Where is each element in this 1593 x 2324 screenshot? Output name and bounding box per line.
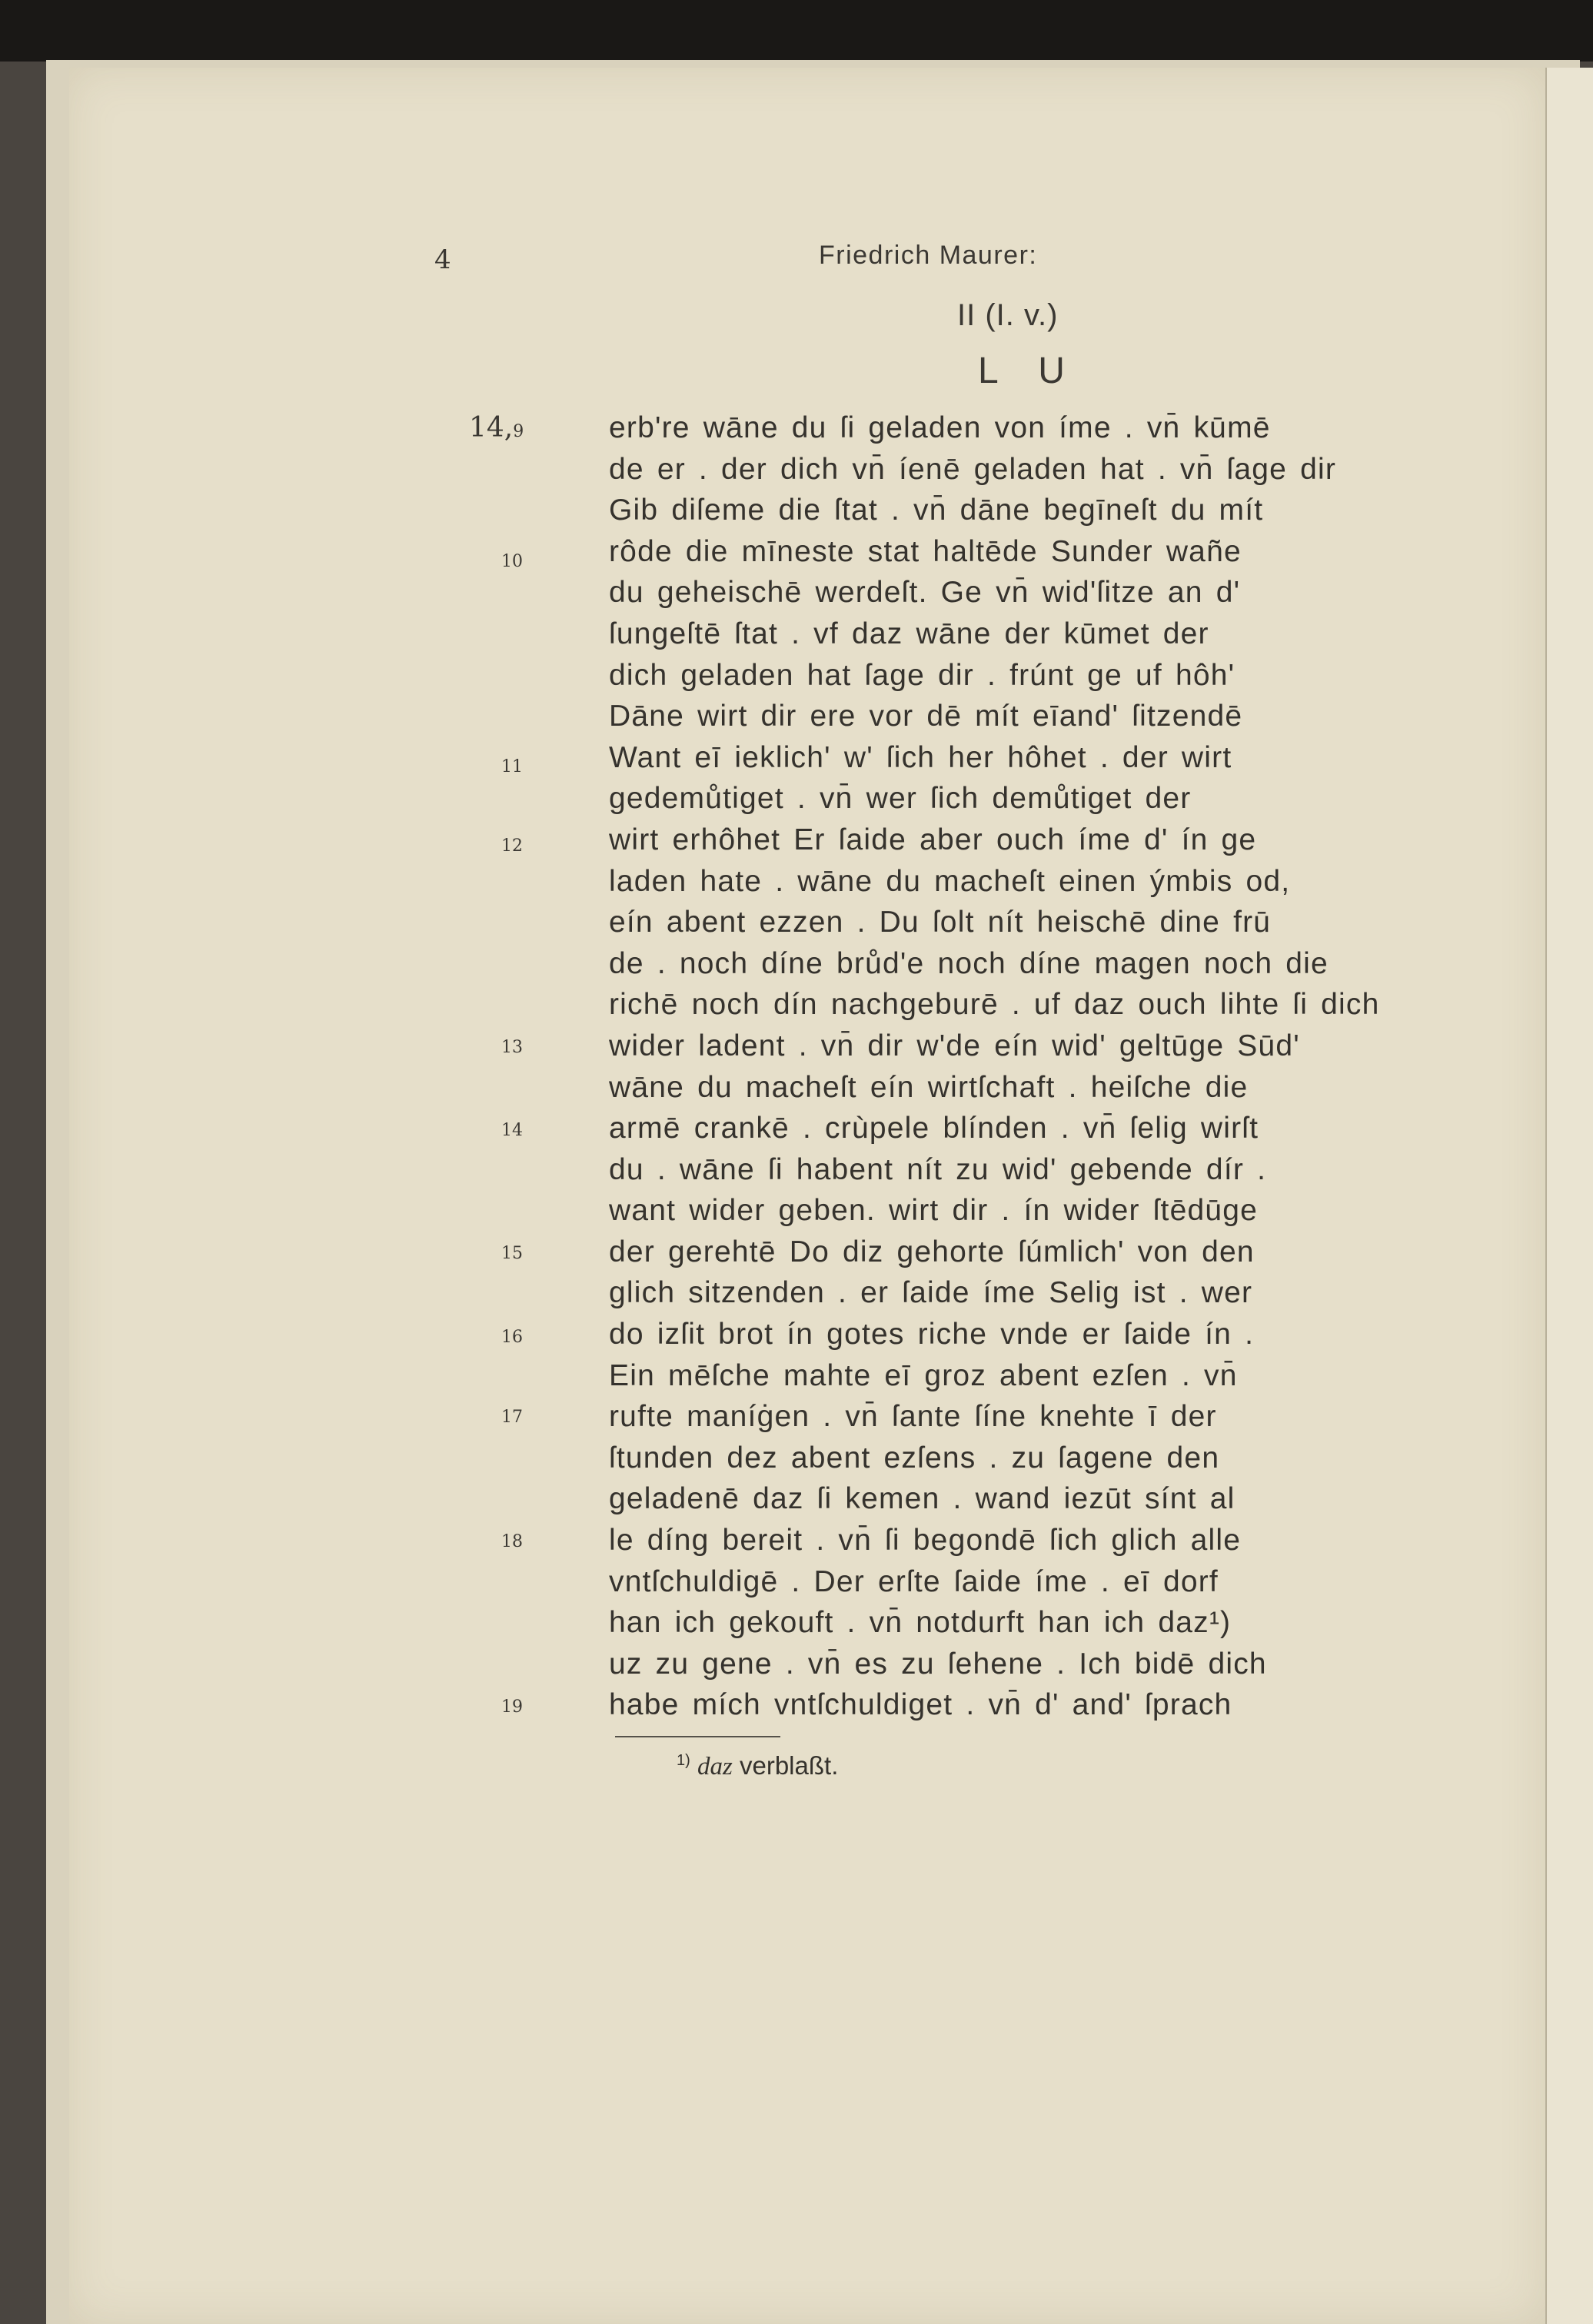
text-line: richē noch dín nachgeburē . uf daz ouch lihte ſi dich: [609, 988, 1380, 1022]
text-line: glich sitzenden . er ſaide íme Selig ist . wer: [609, 1276, 1253, 1310]
text-line: dich geladen hat ſage dir . frúnt ge uf hôh': [609, 658, 1235, 692]
text-line: vntſchuldigē . Der erſte ſaide íme . eī dorf: [609, 1564, 1219, 1598]
text-line: do izſit brot ín gotes riche vnde er ſaide ín .: [609, 1318, 1255, 1352]
text-line: ſtunden dez abent ezſens . zu ſagene den: [609, 1441, 1220, 1475]
text-line: rôde die mīneste stat haltēde Sunder wañe: [609, 534, 1242, 568]
text-line: geladenē daz ſi kemen . wand iezūt sínt al: [609, 1482, 1235, 1516]
text-line: du . wāne ſi habent nít zu wid' gebende dír .: [609, 1152, 1267, 1186]
text-line: Want eī ieklich' w' ſich her hôhet . der wirt: [609, 740, 1232, 774]
text-line: de . noch díne brůd'e noch díne magen noch die: [609, 946, 1329, 980]
margin-ref-14: 14: [501, 1121, 523, 1140]
margin-ref-13: 13: [501, 1038, 523, 1057]
section-label: II (I. v.): [957, 298, 1059, 332]
text-line: han ich gekouft . vn̄ notdurft han ich daz¹): [609, 1606, 1232, 1640]
text-line: Ein mēſche mahte eī groz abent ezſen . vn̄: [609, 1358, 1238, 1392]
transcription-body: [609, 407, 1455, 1726]
text-line: Dāne wirt dir ere vor dē mít eīand' ſitzendē: [609, 700, 1243, 733]
text-line: du geheischē werdeſt. Ge vn̄ wid'ſitze an d': [609, 576, 1241, 610]
text-line: laden hate . wāne du macheſt einen ýmbis od,: [609, 864, 1291, 898]
text-line: rufte maníġen . vn̄ ſante ſíne knehte ī der: [609, 1400, 1217, 1434]
margin-ref-14-9: 14,9: [469, 412, 524, 444]
margin-ref-11: 11: [501, 757, 523, 776]
text-line: de er . der dich vn̄ íenē geladen hat . vn̄ ſage dir: [609, 452, 1337, 486]
margin-ref-17: 17: [501, 1408, 523, 1427]
running-head: Friedrich Maurer:: [819, 241, 1038, 270]
text-line: der gerehtē Do diz gehorte ſúmlich' von den: [609, 1235, 1255, 1268]
margin-ref-15: 15: [501, 1244, 523, 1263]
text-line: le díng bereit . vn̄ ſi begondē ſich glich alle: [609, 1524, 1242, 1558]
footnote-rule: [615, 1736, 780, 1737]
scanner-background: [0, 0, 1593, 62]
footnote-mark: 1): [677, 1752, 690, 1769]
text-line: wāne du macheſt eín wirtſchaft . heiſche die: [609, 1070, 1249, 1104]
next-page-edge: [1545, 68, 1593, 2324]
margin-ref-19: 19: [501, 1697, 523, 1717]
text-line: eín abent ezzen . Du ſolt nít heischē dine frū: [609, 906, 1272, 939]
page-number: 4: [434, 244, 451, 275]
text-line: armē crankē . crùpele blínden . vn̄ ſelig wirſt: [609, 1112, 1259, 1145]
text-line: uz zu gene . vn̄ es zu ſehene . Ich bidē dich: [609, 1647, 1267, 1681]
margin-ref-10: 10: [501, 552, 523, 571]
column-initials: L U: [978, 351, 1080, 391]
text-line: habe mích vntſchuldiget . vn̄ d' and' ſprach: [609, 1688, 1232, 1722]
text-line: wirt erhôhet Er ſaide aber ouch íme d' ín ge: [609, 823, 1257, 856]
text-line: Gib diſeme die ſtat . vn̄ dāne begīneſt du mít: [609, 494, 1264, 527]
text-line: want wider geben. wirt dir . ín wider ſtēdūge: [609, 1194, 1259, 1228]
text-line: gedemůtiget . vn̄ wer ſich demůtiget der: [609, 782, 1192, 816]
margin-ref-16: 16: [501, 1328, 523, 1347]
margin-ref-12: 12: [501, 836, 523, 856]
footnote-text: verblaßt.: [739, 1751, 839, 1780]
footnote: [677, 1751, 838, 1781]
text-line: wider ladent . vn̄ dir w'de eín wid' geltūge Sūd': [609, 1029, 1300, 1062]
footnote-word: daz: [697, 1753, 733, 1780]
text-line: erb're wāne du ſi geladen von íme . vn̄ kūmē: [609, 411, 1271, 444]
text-line: ſungeſtē ſtat . vf daz wāne der kūmet der: [609, 617, 1209, 650]
margin-ref-18: 18: [501, 1532, 523, 1551]
